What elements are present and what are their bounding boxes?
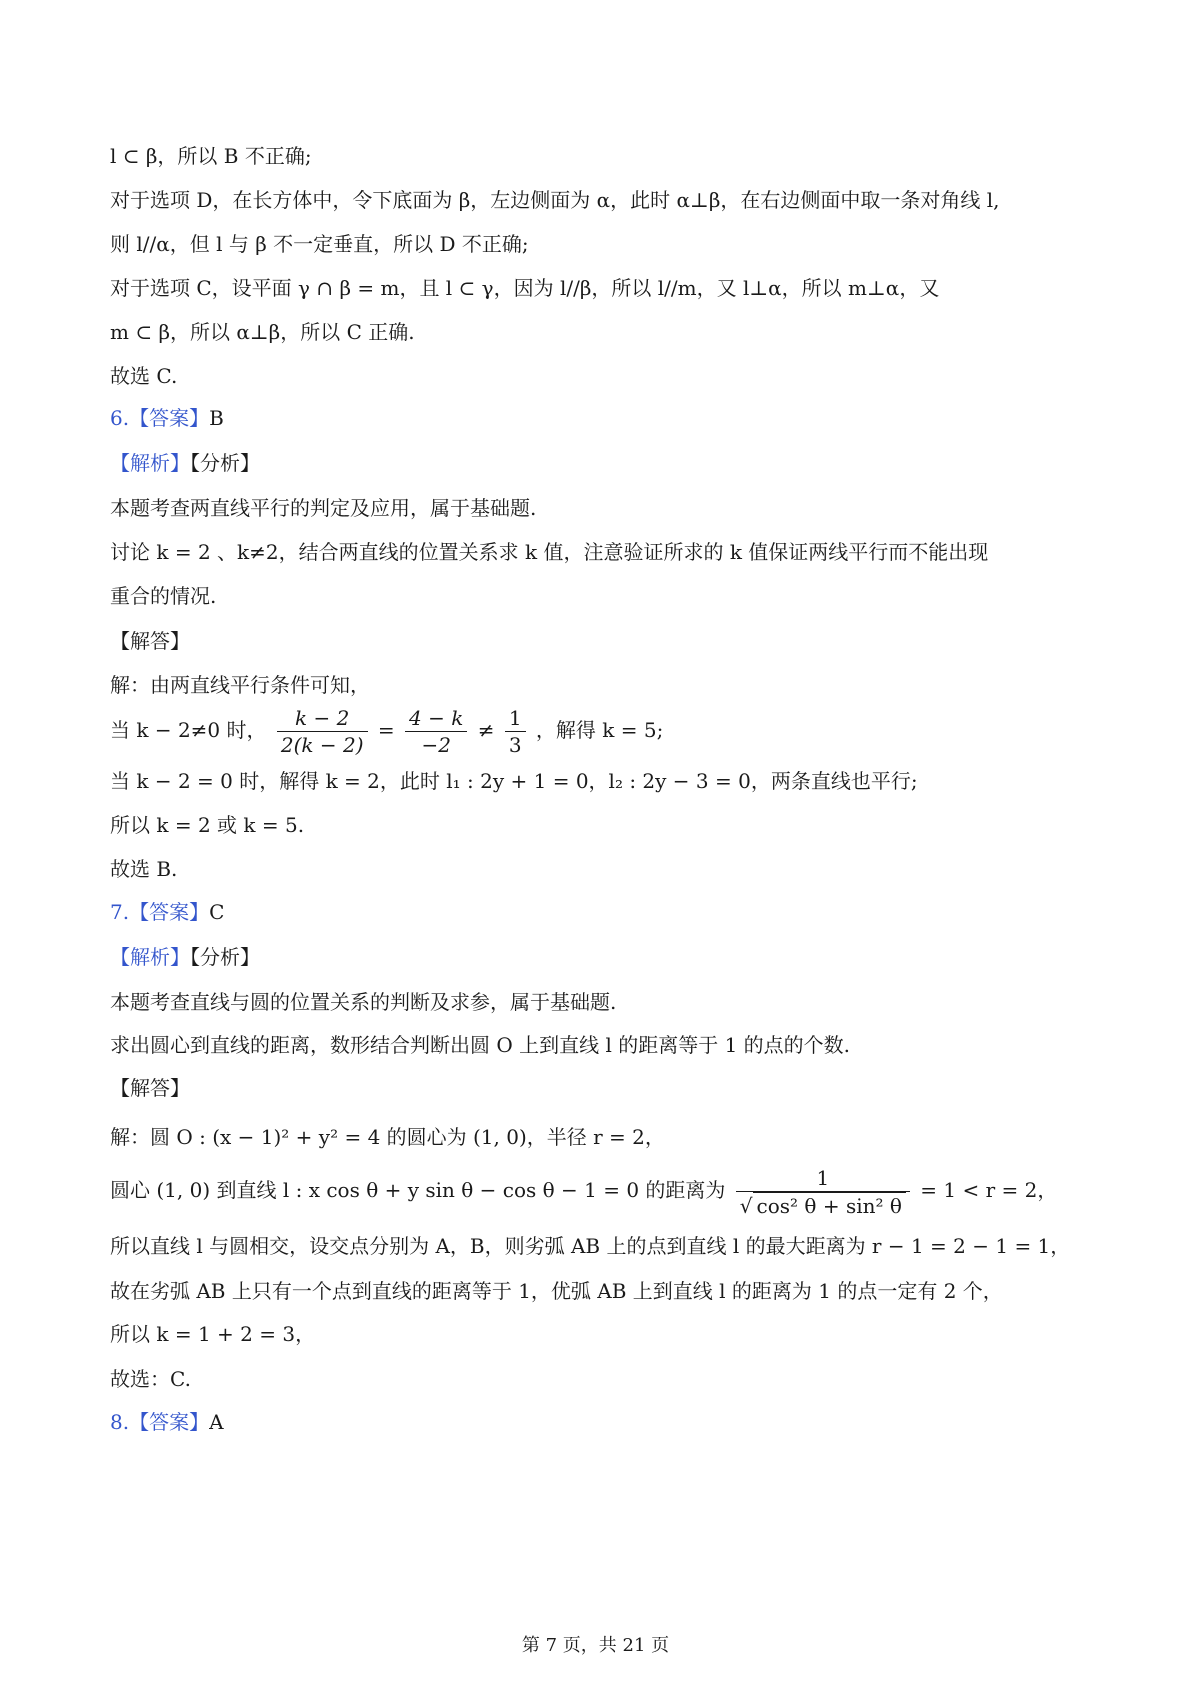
answer-value: A <box>209 1410 224 1434</box>
fraction-b: $\frac{4 - k}{-2}$ <box>405 705 467 758</box>
text-line-25: 所以直线 l 与圆相交，设交点分别为 A，B，则劣弧 AB 上的点到直线 l 的最大距离为 r − 1 = 2 − 1 = 1， <box>110 1234 1071 1258</box>
fraction-equation-1 <box>110 702 663 758</box>
fraction-equation-2 <box>110 1162 1057 1219</box>
analysis-sub-label: 【分析】 <box>190 451 260 475</box>
answer-value: C <box>209 900 225 924</box>
solution-heading-6: 【解答】 <box>110 629 190 653</box>
text-line-23: 解：圆 O : (x − 1)² + y² = 4 的圆心为 (1, 0)，半径 r = 2， <box>110 1125 665 1149</box>
analysis-label: 【解析】 <box>110 451 190 475</box>
answer-value: B <box>209 406 224 430</box>
text-line-16: 所以 k = 2 或 k = 5. <box>110 813 305 837</box>
fraction-a: $\frac{k - 2}{2(k - 2)}$ <box>277 705 368 758</box>
text-line-5: m ⊂ β，所以 α⊥β，所以 C 正确. <box>110 320 415 344</box>
distance-fraction: $\frac{1}{\text{√ cos² θ + sin² θ}}$ <box>736 1165 910 1219</box>
not-equal-sign: ≠ <box>477 718 495 742</box>
text-line-13: 解：由两直线平行条件可知， <box>110 673 370 697</box>
page-footer: 第 7 页，共 21 页 <box>521 1635 670 1656</box>
text-line-6: 故选 C. <box>110 364 178 388</box>
answer-label: 8.【答案】 <box>110 1410 210 1434</box>
text-line-17: 故选 B. <box>110 857 178 881</box>
equation-suffix: ，解得 k = 5; <box>535 718 664 742</box>
answer-label: 7.【答案】 <box>110 900 210 924</box>
text-line-1: l ⊂ β，所以 B 不正确; <box>110 144 312 168</box>
answer-heading-8 <box>110 1408 224 1436</box>
text-line-11: 重合的情况. <box>110 584 217 608</box>
text-line-2: 对于选项 D，在长方体中，令下底面为 β，左边侧面为 α，此时 α⊥β，在右边侧面中取一条对角线 l, <box>110 188 1000 212</box>
text-line-9: 本题考查两直线平行的判定及应用，属于基础题. <box>110 496 537 520</box>
answer-heading-6 <box>110 404 224 432</box>
analysis-heading-7 <box>110 943 260 971</box>
analysis-heading-6 <box>110 449 260 477</box>
text-line-3: 则 l//α，但 l 与 β 不一定垂直，所以 D 不正确; <box>110 232 529 256</box>
equation-prefix: 圆心 (1, 0) 到直线 l : x cos θ + y sin θ − cos θ − 1 = 0 的距离为 <box>110 1178 726 1202</box>
text-line-4: 对于选项 C，设平面 γ ∩ β = m，且 l ⊂ γ，因为 l//β，所以 l//m，又 l⊥α，所以 m⊥α，又 <box>110 276 940 300</box>
answer-heading-7 <box>110 898 224 926</box>
equation-suffix: = 1 < r = 2， <box>920 1178 1058 1202</box>
equation-prefix: 当 k − 2≠0 时， <box>110 718 267 742</box>
fraction-c: $\frac{1}{3}$ <box>505 705 526 758</box>
answer-label: 6.【答案】 <box>110 406 210 430</box>
text-line-28: 故选：C. <box>110 1367 191 1391</box>
sqrt-sign: √ <box>739 1193 753 1218</box>
text-line-27: 所以 k = 1 + 2 = 3， <box>110 1322 316 1346</box>
solution-heading-7: 【解答】 <box>110 1076 190 1100</box>
analysis-label: 【解析】 <box>110 945 190 969</box>
text-line-10: 讨论 k = 2 、k≠2，结合两直线的位置关系求 k 值，注意验证所求的 k 值保证两线平行而不能出现 <box>110 540 989 564</box>
equals-sign: = <box>377 718 395 742</box>
text-line-20: 本题考查直线与圆的位置关系的判断及求参，属于基础题. <box>110 990 617 1014</box>
text-line-21: 求出圆心到直线的距离，数形结合判断出圆 O 上到直线 l 的距离等于 1 的点的个数. <box>110 1033 851 1057</box>
text-line-26: 故在劣弧 AB 上只有一个点到直线的距离等于 1，优弧 AB 上到直线 l 的距离为 1 的点一定有 2 个， <box>110 1279 1003 1303</box>
text-line-15: 当 k − 2 = 0 时，解得 k = 2，此时 l₁ : 2y + 1 = 0，l₂ : 2y − 3 = 0，两条直线也平行; <box>110 769 918 793</box>
analysis-sub-label: 【分析】 <box>190 945 260 969</box>
